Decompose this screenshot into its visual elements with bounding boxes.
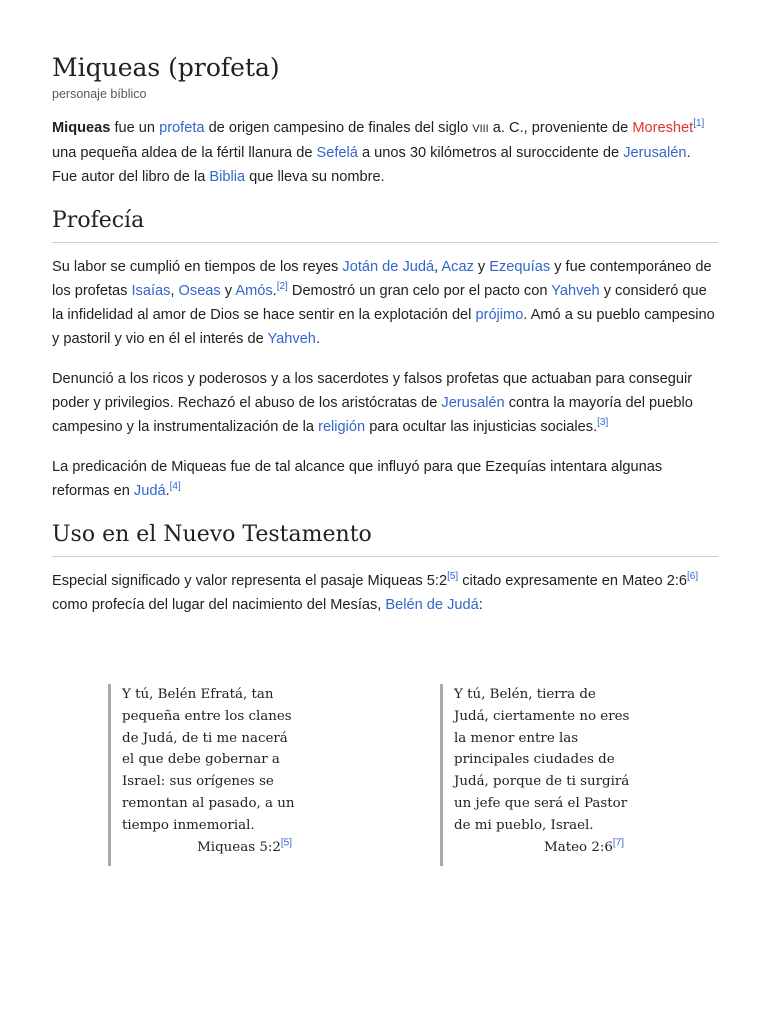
ref-3[interactable]: [3]: [597, 417, 609, 429]
link-biblia[interactable]: Biblia: [209, 169, 246, 185]
profecia-paragraph-3: La predicación de Miqueas fue de tal alcance que influyó para que Ezequías intentara algunas reformas en Judá.[4]: [52, 459, 663, 499]
article-content: [52, 52, 718, 617]
link-acaz[interactable]: Acaz: [441, 259, 474, 275]
intro-paragraph: Miqueas fue un profeta de origen campesino de finales del siglo VIII a. C., proveniente de Moreshet[1] una pequeña aldea de la fértil llanura de Sefelá a unos 30 kilómetros al suroccidente de Jerusalén. Fue autor del libro de la Biblia que lleva su nombre.: [52, 118, 705, 185]
link-yahveh[interactable]: Yahveh: [551, 283, 600, 299]
profecia-paragraph-2: Denunció a los ricos y poderosos y a los sacerdotes y falsos profetas que actuaban para conseguir poder y privilegios. Rechazó el abuso de los aristócratas de Jerusalén contra la mayoría del pueblo campesino y la instrumentalización de la religión para ocultar las injusticias sociales.[3]: [52, 371, 693, 435]
link-profeta[interactable]: profeta: [159, 120, 205, 136]
link-jerusalen[interactable]: Jerusalén: [441, 395, 505, 411]
quote-text: Y tú, Belén Efratá, tan pequeña entre los clanes de Judá, de ti me nacerá el que debe gobernar a Israel: sus orígenes se remontan al pasado, a un tiempo inmemorial.: [122, 687, 295, 833]
quotes-container: [108, 684, 668, 868]
blockquote-miqueas: [108, 684, 312, 866]
ref-6[interactable]: [6]: [686, 571, 699, 583]
link-sefela[interactable]: Sefelá: [316, 145, 358, 161]
link-projimo[interactable]: prójimo: [475, 307, 524, 323]
link-isaias[interactable]: Isaías: [131, 283, 171, 299]
nt-paragraph-1: Especial significado y valor representa el pasaje Miqueas 5:2[5] citado expresamente en Mateo 2:6[6] como profecía del lugar del nacimiento del Mesías, Belén de Judá:: [52, 571, 699, 613]
link-yahveh[interactable]: Yahveh: [267, 331, 316, 347]
ref-5-quote[interactable]: [5]: [280, 837, 292, 849]
ref-1[interactable]: [1]: [693, 118, 705, 130]
link-juda[interactable]: Judá: [133, 483, 166, 499]
link-jotan[interactable]: Jotán de Judá: [342, 259, 435, 275]
ref-2[interactable]: [2]: [276, 281, 288, 293]
section-heading-profecia: Profecía: [52, 206, 718, 243]
link-ezequias[interactable]: Ezequías: [489, 259, 551, 275]
ref-7-quote[interactable]: [7]: [612, 837, 624, 849]
subject-name: Miqueas: [52, 120, 111, 136]
link-belen[interactable]: Belén de Judá: [385, 597, 479, 613]
profecia-paragraph-1: Su labor se cumplió en tiempos de los reyes Jotán de Judá, Acaz y Ezequías y fue contemporáneo de los profetas Isaías, Oseas y Amós.[2] Demostró un gran celo por el pacto con Yahveh y consideró que la infidelidad al amor de Dios se hace sentir en la explotación del prójimo. Amó a su pueblo campesino y pastoril y vio en él el interés de Yahveh.: [52, 259, 715, 347]
ref-5[interactable]: [5]: [447, 571, 459, 583]
quote-citation: Mateo 2:6[7]: [544, 837, 624, 855]
ref-4[interactable]: [4]: [169, 481, 181, 493]
link-jerusalen[interactable]: Jerusalén: [623, 145, 687, 161]
quote-text: Y tú, Belén, tierra de Judá, ciertamente no eres la menor entre las principales ciudades de Judá, porque de ti surgirá un jefe que será el Pastor de mi pueblo, Israel.: [454, 687, 630, 833]
page-title: Miqueas (profeta): [52, 53, 280, 82]
blockquote-mateo: [440, 684, 644, 866]
quote-citation: Miqueas 5:2[5]: [197, 837, 292, 855]
link-moreshet[interactable]: Moreshet: [632, 120, 694, 136]
link-religion[interactable]: religión: [318, 419, 366, 435]
century-numeral: VIII: [472, 123, 489, 135]
link-amos[interactable]: Amós: [235, 283, 273, 299]
link-oseas[interactable]: Oseas: [178, 283, 221, 299]
page-subtitle: personaje bíblico: [52, 87, 147, 101]
section-heading-nuevo-testamento: Uso en el Nuevo Testamento: [52, 520, 718, 557]
